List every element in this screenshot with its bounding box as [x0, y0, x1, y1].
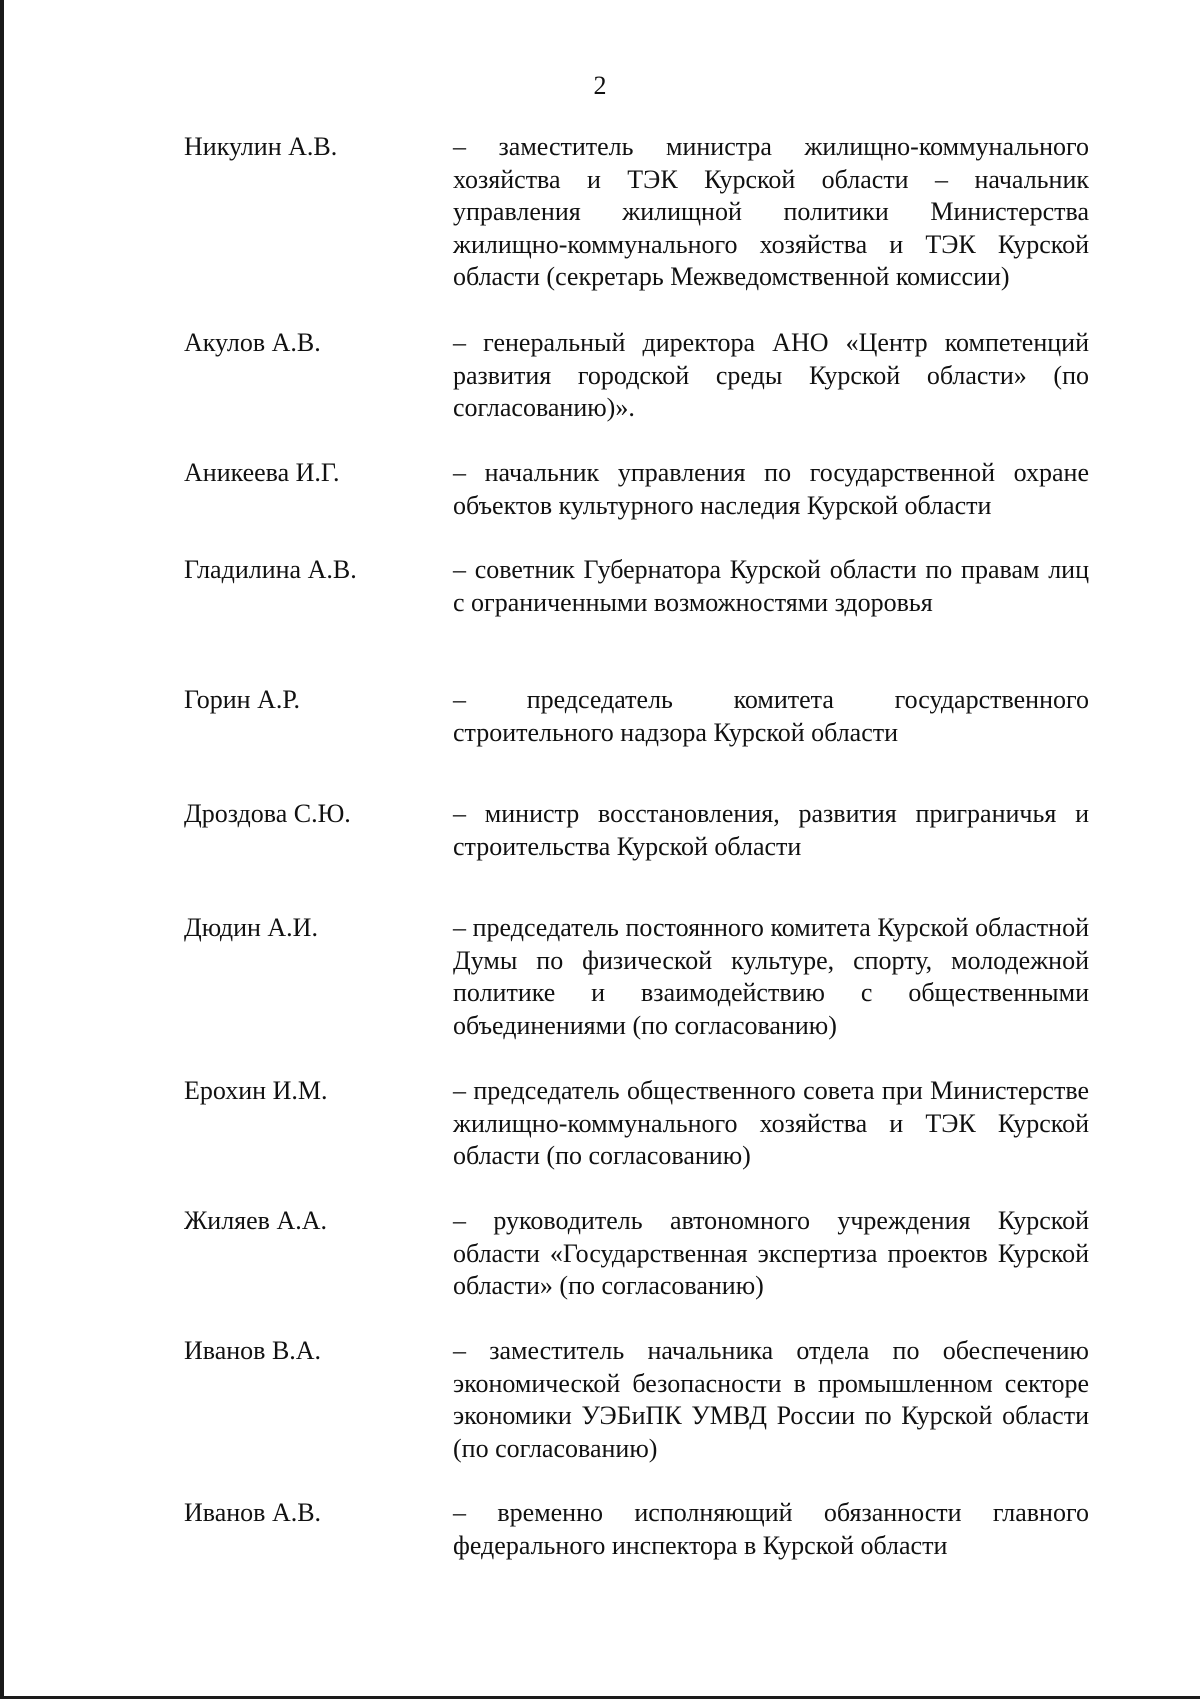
member-description: – заместитель министра жилищно-коммунального хозяйства и ТЭК Курской области – начальник управления жилищной политики Министерства жилищно-коммунального хозяйства и ТЭК Курской области (секретарь Межведомственной комиссии): [453, 132, 1089, 291]
member-name: Ерохин И.М.: [184, 1076, 328, 1105]
member-description: – председатель постоянного комитета Курской областной Думы по физической культуре, спорту, молодежной политике и взаимодействию с общественными объединениями (по согласованию): [453, 913, 1089, 1040]
member-description: – председатель общественного совета при Министерстве жилищно-коммунального хозяйства и ТЭК Курской области (по согласованию): [453, 1076, 1089, 1170]
member-name: Акулов А.В.: [184, 328, 321, 357]
member-name: Иванов А.В.: [184, 1498, 322, 1527]
member-name: Аникеева И.Г.: [184, 458, 340, 487]
member-description: – руководитель автономного учреждения Курской области «Государственная экспертиза проектов Курской области» (по согласованию): [453, 1206, 1089, 1300]
member-name: Дюдин А.И.: [184, 913, 318, 942]
member-name: Дроздова С.Ю.: [184, 799, 351, 828]
scan-edge-left: [0, 0, 4, 1699]
member-description: – министр восстановления, развития приграничья и строительства Курской области: [453, 799, 1089, 861]
member-description: – председатель комитета государственного строительного надзора Курской области: [453, 685, 1089, 747]
member-description: – заместитель начальника отдела по обеспечению экономической безопасности в промышленном секторе экономики УЭБиПК УМВД России по Курской области (по согласованию): [453, 1336, 1089, 1463]
member-description: – генеральный директора АНО «Центр компетенций развития городской среды Курской области» (по согласованию)».: [453, 328, 1089, 422]
page-number: 2: [593, 71, 607, 100]
member-name: Горин А.Р.: [184, 685, 301, 714]
member-name: Гладилина А.В.: [184, 555, 357, 584]
member-name: Никулин А.В.: [184, 132, 338, 161]
member-description: – начальник управления по государственной охране объектов культурного наследия Курской области: [453, 458, 1089, 520]
member-description: – советник Губернатора Курской области по правам лиц с ограниченными возможностями здоровья: [453, 555, 1089, 617]
member-name: Иванов В.А.: [184, 1336, 322, 1365]
member-description: – временно исполняющий обязанности главного федерального инспектора в Курской области: [453, 1498, 1089, 1560]
member-name: Жиляев А.А.: [184, 1206, 328, 1235]
